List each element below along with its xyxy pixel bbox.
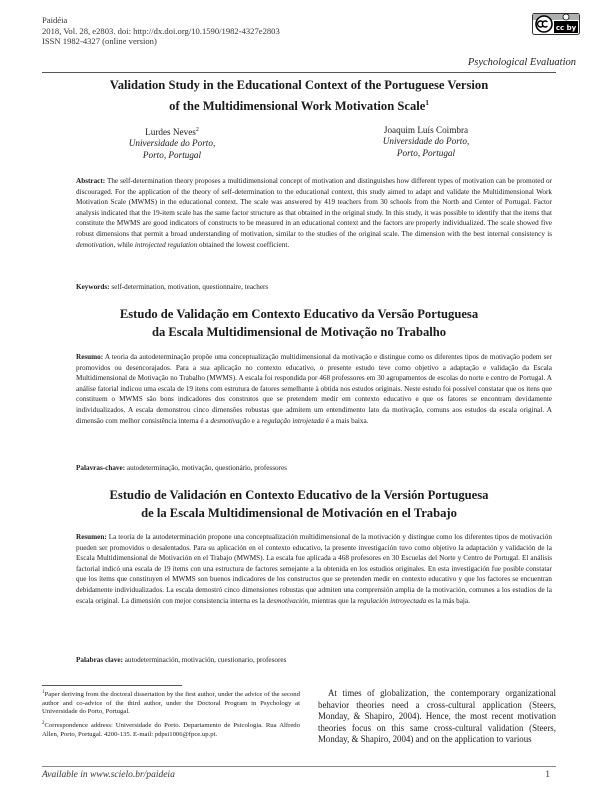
license-badge-label: cc by (555, 24, 577, 32)
portuguese-title-line2: da Escala Multidimensional de Motivação no Trabalho (151, 325, 447, 339)
journal-name: Paidéia (42, 15, 68, 25)
keywords-label: Palavras-chave: (76, 464, 126, 472)
spanish-abstract: Resumen: La teoría de la autodeterminación propone una conceptualización multidimensional de la motivación y distingue como los diferentes tipos de motivación pueden ser promovidos o desalentados. Para su aplicación en el contexto educativo, la presente investigación tuvo como objetivo la adaptación y validación de la Escala Multidimensional de Motivación en el Trabajo (MWMS). La escala fue aplicada a 468 profesores en 30 Escuelas del Norte y Centro de Portugal. El análisis factorial indicó una escala de 19 ítems con una estructura de factores semejante a la obtenida en los estudios originales. En esta investigación fue posible constatar que los ítems que constituyen el MWMS son buenos indicadores de los constructos que se pretenden medir en contexto educativo y que los factores se encuentran debidamente individualizados. La escala demostró cinco dimensiones robustas que admiten una comprensión amplia de la motivación, comunes a los estudios de la escala original. La dimensión con mejor consistencia interna es la desmotivación, mientras que la regulación introyectada es la más baja. (76, 533, 552, 605)
portuguese-title-line1: Estudo de Validação em Contexto Educativo da Versão Portuguesa (119, 307, 479, 321)
english-title-line1: Validation Study in the Educational Context of the Portuguese Version (109, 78, 489, 92)
journal-header (42, 15, 280, 47)
abstract-emphasis: desmotivación, (266, 596, 310, 605)
author-location: Porto, Portugal (396, 147, 456, 158)
abstract-emphasis: demotivation, (76, 240, 116, 249)
keywords-list: self-determination, motivation, questionnaire, teachers (111, 283, 269, 291)
creative-commons-license-icon[interactable] (532, 13, 580, 35)
english-abstract: Abstract: The self-determination theory proposes a multidimensional concept of motivation and distinguishes how different types of motivation can be promoted or discouraged. For the application of the theory of self-determination to the educational context, this study aimed to adapt and validate the Multidimensional Work Motivation Scale (MWMS) in the educational context. The scale was answered by 419 teachers from 30 schools from the North and Center of Portugal. Factor analysis indicated that the 19-item scale has the same factor structure as that obtained in the original study. In this study, it was possible to identify that the items that constitute the MWMS are good indicators of constructs to be measured in an educational context and the factors are properly individualized. The scale showed five robust dimensions that permit a broad understanding of motivation, similar to the studies of the original scale. The dimension with the best internal consistency is demotivation, while introjected regulation obtained the lowest coefficient. (76, 177, 552, 249)
footnote-1: $^1$Paper deriving from the doctoral dissertation by the first author, under the advice of the second author and co-advice of the third author, under the Doctoral Program in Psychology at Universidade do Porto, Portugal. (42, 690, 300, 716)
author-footnote-mark[interactable]: 2 (195, 127, 199, 133)
title-footnote-mark[interactable]: 1 (425, 99, 429, 107)
author-institution: Universidade do Porto, (128, 138, 216, 149)
english-title-line2: of the Multidimensional Work Motivation Scale$^1$ (169, 99, 429, 114)
header-divider (42, 72, 556, 73)
citation-line: 2018, Vol. 28, e2803. doi: http://dx.doi.org/10.1590/1982-4327e2803 (42, 25, 280, 36)
abstract-label: Resumen: (76, 533, 107, 541)
footer-divider (42, 766, 556, 767)
author-name: Lurdes Neves$^2$ (145, 127, 199, 138)
footnote-divider (42, 685, 182, 686)
abstract-emphasis: regulación introyectada (357, 596, 427, 605)
keywords-label: Keywords: (76, 283, 110, 291)
abstract-emphasis: desmotivação (210, 416, 250, 425)
abstract-label: Resumo: (76, 353, 104, 361)
portuguese-title (42, 305, 556, 341)
keywords-list: autodeterminación, motivación, cuestionario, profesores (124, 656, 287, 664)
section-label: Psychological Evaluation (467, 57, 576, 68)
spanish-title (42, 486, 556, 522)
abstract-emphasis: introjected regulation (134, 240, 198, 249)
portuguese-abstract: Resumo: A teoria da autodeterminação propõe uma conceptualização multidimensional da motivação e distingue como os diferentes tipos de motivação podem ser promovidos ou desencorajados. Para a sua aplicação no contexto educativo, o presente estudo teve como objetivo a adaptação e validação da Escala Multidimensional de Motivação no Trabalho (MWMS). A escala foi respondida por 468 professores em 30 agrupamentos de escolas do norte e centro de Portugal. A análise fatorial indicou uma escala de 19 itens com estrutura de fatores semelhante à obtida nos estudos originais. Neste estudo foi possível constatar que os itens que constituem o MWMS são bons indicadores dos construtos que se pretendem medir em contexto educativo e que os fatores se encontram devidamente individualizados. A escala demonstrou cinco dimensões robustas que admitem um entendimento lato da motivação, comuns aos estudos da escala original. A dimensão com melhor consistência interna é a desmotivação e a regulação introjetada é a mais baixa. (76, 353, 552, 425)
keywords-list: autodeterminação, motivação, questionário, professores (126, 464, 287, 472)
page-number: 1 (545, 770, 550, 780)
abstract-body: La teoría de la autodeterminación propone una conceptualización multidimensional de la motivación y distingue como los diferentes tipos de motivación pueden ser promovidos o desalentados. Para su aplicación en el contexto educativo, la presente investigación tuvo como objetivo la adaptación y validación de la Escala Multidimensional de Motivación en el Trabajo (MWMS). La escala fue aplicada a 468 profesores en 30 Escuelas del Norte y Centro de Portugal. El análisis factorial indicó una escala de 19 ítems con una estructura de factores semejante a la obtenida en los estudios originales. En esta investigación fue posible constatar que los ítems que constituyen el MWMS son buenos indicadores de los constructos que se pretenden medir en contexto educativo y que los factores se encuentran debidamente individualizados. La escala demostró cinco dimensiones robustas que admiten una comprensión amplia de la motivación, comunes a los estudios de la escala original. La dimensión con mejor consistencia interna es la (76, 533, 552, 605)
english-title (42, 76, 556, 115)
available-link[interactable]: Available in www.scielo.br/paideia (42, 770, 175, 780)
spanish-keywords (76, 655, 552, 665)
spanish-title-line2: de la Escala Multidimensional de Motivación en el Trabajo (141, 506, 457, 520)
abstract-label: Abstract: (76, 177, 106, 185)
author-institution: Universidade do Porto, (382, 136, 470, 147)
author-block-1 (92, 125, 252, 161)
portuguese-keywords (76, 463, 552, 473)
abstract-emphasis: regulação introjetada (261, 416, 324, 425)
author-block-2 (346, 125, 506, 159)
abstract-body: The self-determination theory proposes a multidimensional concept of motivation and distinguishes how different types of motivation can be promoted or discouraged. For the application of the theory of self-determination to the educational context, this study aimed to adapt and validate the Multidimensional Work Motivation Scale (MWMS) in the educational context. The scale was answered by 419 teachers from 30 schools from the North and Center of Portugal. Factor analysis indicated that the 19-item scale has the same factor structure as that obtained in the original study. In this study, it was possible to identify that the items that constitute the MWMS are good indicators of constructs to be measured in an educational context and the factors are properly individualized. The scale showed five robust dimensions that permit a broad understanding of motivation, similar to the studies of the original scale. The dimension with the best internal consistency is (76, 177, 552, 238)
footnote-2: $^2$Correspondence address: Universidade do Porto. Departamento de Psicologia. Rua Alfredo Allen, Porto, Portugal. 4200-135. E-mail: pdpsi1006@fpce.up.pt. (42, 721, 300, 738)
author-name: Joaquim Luís Coimbra (383, 125, 469, 135)
issn-line: ISSN 1982-4327 (online version) (42, 36, 157, 47)
keywords-label: Palabras clave: (76, 656, 123, 664)
abstract-body: A teoria da autodeterminação propõe uma conceptualização multidimensional da motivação e distingue como os diferentes tipos de motivação podem ser promovidos ou desencorajados. Para a sua aplicação no contexto educativo, o presente estudo teve como objetivo a adaptação e validação da Escala Multidimensional de Motivação no Trabalho (MWMS). A escala foi respondida por 468 professores em 30 agrupamentos de escolas do norte e centro de Portugal. A análise fatorial indicou uma escala de 19 itens com estrutura de fatores semelhante à obtida nos estudos originais. Neste estudo foi possível constatar que os itens que constituem o MWMS são bons indicadores dos construtos que se pretendem medir em contexto educativo e que os fatores se encontram devidamente individualizados. A escala demonstrou cinco dimensões robustas que admitem um entendimento lato da motivação, comuns aos estudos da escala original. A dimensão com melhor consistência interna é a (76, 353, 552, 425)
spanish-title-line1: Estudio de Validación en Contexto Educativo de la Versión Portuguesa (109, 488, 489, 502)
english-keywords (76, 282, 552, 292)
footnotes (42, 689, 300, 742)
body-text: At times of globalization, the contemporary organizational behavior theories need a cross-cultural application (Steers, Monday, & Shapiro, 2004). Hence, the most recent motivation theories focus on this same cross-cultural validation (Steers, Monday, & Shapiro, 2004) and on the application to various (318, 688, 556, 744)
author-location: Porto, Portugal (142, 149, 202, 160)
